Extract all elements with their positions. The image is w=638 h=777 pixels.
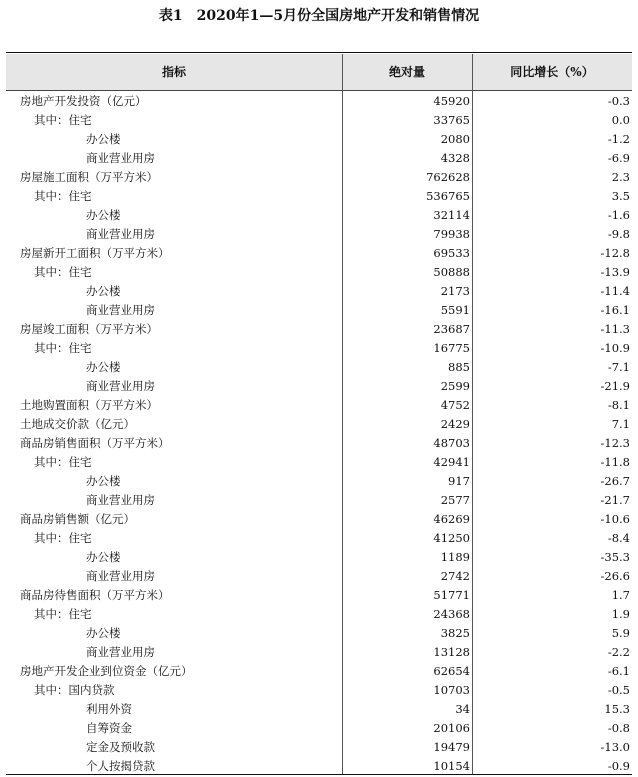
column-header-indicator: 指标: [161, 65, 186, 79]
row-indicator-label: 其中：住宅: [34, 189, 92, 203]
row-growth-value: -8.1: [607, 398, 630, 412]
row-absolute-value: 10154: [433, 759, 470, 773]
row-growth-value: -8.4: [607, 531, 630, 545]
table-row: [6, 92, 632, 111]
row-absolute-value: 41250: [433, 531, 470, 545]
row-indicator-label: 商品房待售面积（万平方米）: [20, 588, 170, 602]
row-absolute-value: 79938: [433, 227, 470, 241]
row-absolute-value: 46269: [433, 512, 470, 526]
table-row: [6, 301, 632, 320]
row-indicator-label: 其中：住宅: [34, 531, 92, 545]
row-indicator-label: 土地成交价款（亿元）: [20, 417, 135, 431]
table-row: [6, 111, 632, 130]
row-growth-value: -10.6: [600, 512, 630, 526]
row-indicator-label: 办公楼: [86, 132, 121, 146]
row-absolute-value: 2429: [440, 417, 470, 431]
row-absolute-value: 2080: [440, 132, 470, 146]
row-absolute-value: 13128: [433, 645, 470, 659]
row-indicator-label: 商业营业用房: [86, 569, 155, 583]
row-growth-value: -13.9: [600, 265, 630, 279]
row-absolute-value: 5591: [440, 303, 470, 317]
row-indicator-label: 其中：住宅: [34, 455, 92, 469]
table-row: [6, 358, 632, 377]
table-row: [6, 434, 632, 453]
table-row: [6, 586, 632, 605]
row-growth-value: -12.3: [600, 436, 630, 450]
row-indicator-label: 房屋施工面积（万平方米）: [20, 170, 158, 184]
row-absolute-value: 62654: [433, 664, 470, 678]
row-indicator-label: 其中：住宅: [34, 265, 92, 279]
row-growth-value: -0.3: [607, 94, 630, 108]
table-row: [6, 662, 632, 681]
table-title: 表1 2020年1—5月份全国房地产开发和销售情况: [158, 8, 480, 24]
row-growth-value: 7.1: [611, 417, 630, 431]
table-row: [6, 320, 632, 339]
row-absolute-value: 32114: [433, 208, 470, 222]
row-indicator-label: 定金及预收款: [86, 740, 155, 754]
row-indicator-label: 其中：住宅: [34, 607, 92, 621]
table-row: [6, 472, 632, 491]
row-growth-value: 15.3: [604, 702, 630, 716]
row-indicator-label: 商品房销售面积（万平方米）: [20, 436, 170, 450]
row-indicator-label: 商业营业用房: [86, 645, 155, 659]
row-indicator-label: 办公楼: [86, 360, 121, 374]
row-absolute-value: 4752: [440, 398, 470, 412]
row-indicator-label: 房地产开发投资（亿元）: [20, 94, 147, 108]
row-growth-value: 1.7: [611, 588, 630, 602]
row-indicator-label: 自筹资金: [86, 721, 132, 735]
row-growth-value: -0.8: [607, 721, 630, 735]
row-absolute-value: 50888: [433, 265, 470, 279]
table-row: [6, 719, 632, 738]
row-absolute-value: 20106: [433, 721, 470, 735]
row-absolute-value: 34: [455, 702, 470, 716]
row-indicator-label: 商业营业用房: [86, 379, 155, 393]
row-indicator-label: 商业营业用房: [86, 151, 155, 165]
table-row: [6, 168, 632, 187]
row-growth-value: -2.2: [607, 645, 630, 659]
table-row: [6, 453, 632, 472]
row-indicator-label: 房屋竣工面积（万平方米）: [20, 322, 158, 336]
row-indicator-label: 办公楼: [86, 284, 121, 298]
row-indicator-label: 办公楼: [86, 474, 121, 488]
row-indicator-label: 商品房销售额（亿元）: [20, 512, 135, 526]
table-row: [6, 339, 632, 358]
row-growth-value: -12.8: [600, 246, 630, 260]
row-growth-value: -1.6: [607, 208, 630, 222]
row-growth-value: -21.9: [600, 379, 630, 393]
row-indicator-label: 房屋新开工面积（万平方米）: [20, 246, 170, 260]
row-indicator-label: 商业营业用房: [86, 303, 155, 317]
row-growth-value: -11.3: [600, 322, 630, 336]
table-row: [6, 529, 632, 548]
row-absolute-value: 19479: [433, 740, 470, 754]
row-growth-value: -21.7: [600, 493, 630, 507]
row-absolute-value: 33765: [433, 113, 470, 127]
row-absolute-value: 2577: [440, 493, 470, 507]
row-growth-value: -6.9: [607, 151, 630, 165]
table-row: [6, 624, 632, 643]
row-growth-value: -1.2: [607, 132, 630, 146]
row-growth-value: -6.1: [607, 664, 630, 678]
row-growth-value: -16.1: [600, 303, 630, 317]
row-absolute-value: 23687: [433, 322, 470, 336]
row-absolute-value: 45920: [433, 94, 470, 108]
table-row: [6, 282, 632, 301]
table-row: [6, 567, 632, 586]
table-row: [6, 700, 632, 719]
table-bottom-rule: [6, 774, 632, 775]
row-absolute-value: 2173: [440, 284, 470, 298]
row-growth-value: -35.3: [600, 550, 630, 564]
row-growth-value: 0.0: [611, 113, 630, 127]
row-absolute-value: 16775: [433, 341, 470, 355]
row-absolute-value: 536765: [426, 189, 470, 203]
table-row: [6, 377, 632, 396]
table-row: [6, 225, 632, 244]
row-indicator-label: 商业营业用房: [86, 493, 155, 507]
row-indicator-label: 利用外资: [86, 702, 132, 716]
table-row: [6, 681, 632, 700]
row-indicator-label: 个人按揭贷款: [86, 759, 155, 773]
row-absolute-value: 885: [448, 360, 470, 374]
row-absolute-value: 762628: [426, 170, 470, 184]
table-row: [6, 491, 632, 510]
row-absolute-value: 917: [448, 474, 470, 488]
row-growth-value: -13.0: [600, 740, 630, 754]
row-indicator-label: 其中：国内贷款: [34, 683, 115, 697]
table-row: [6, 130, 632, 149]
table-row: [6, 187, 632, 206]
table-row: [6, 263, 632, 282]
row-absolute-value: 42941: [433, 455, 470, 469]
row-growth-value: -0.9: [607, 759, 630, 773]
table-row: [6, 244, 632, 263]
row-growth-value: -11.4: [600, 284, 630, 298]
table-header: [6, 54, 632, 91]
table-row: [6, 738, 632, 757]
table-row: [6, 415, 632, 434]
row-absolute-value: 24368: [433, 607, 470, 621]
row-growth-value: -26.6: [600, 569, 630, 583]
row-indicator-label: 办公楼: [86, 550, 121, 564]
row-growth-value: -10.9: [600, 341, 630, 355]
row-growth-value: 2.3: [611, 170, 630, 184]
row-indicator-label: 其中：住宅: [34, 113, 92, 127]
table-top-rule: [6, 52, 632, 53]
row-indicator-label: 房地产开发企业到位资金（亿元）: [20, 664, 193, 678]
table-body: [6, 92, 632, 776]
row-growth-value: 1.9: [611, 607, 630, 621]
row-absolute-value: 2742: [440, 569, 470, 583]
row-growth-value: -0.5: [607, 683, 630, 697]
row-indicator-label: 其中：住宅: [34, 341, 92, 355]
row-growth-value: 3.5: [611, 189, 630, 203]
row-growth-value: -7.1: [607, 360, 630, 374]
row-indicator-label: 土地购置面积（万平方米）: [20, 398, 158, 412]
table-row: [6, 149, 632, 168]
table-row: [6, 396, 632, 415]
row-indicator-label: 办公楼: [86, 208, 121, 222]
row-growth-value: 5.9: [611, 626, 630, 640]
row-growth-value: -26.7: [600, 474, 630, 488]
column-header-absolute: 绝对量: [388, 65, 425, 79]
row-absolute-value: 51771: [433, 588, 470, 602]
row-indicator-label: 办公楼: [86, 626, 121, 640]
table-row: [6, 206, 632, 225]
table-row: [6, 605, 632, 624]
row-absolute-value: 4328: [440, 151, 470, 165]
row-growth-value: -11.8: [600, 455, 630, 469]
row-absolute-value: 10703: [433, 683, 470, 697]
row-indicator-label: 商业营业用房: [86, 227, 155, 241]
table-row: [6, 510, 632, 529]
row-absolute-value: 3825: [440, 626, 470, 640]
table-row: [6, 548, 632, 567]
row-absolute-value: 1189: [440, 550, 470, 564]
row-absolute-value: 48703: [433, 436, 470, 450]
column-header-growth: 同比增长（%）: [510, 65, 594, 79]
row-absolute-value: 69533: [433, 246, 470, 260]
row-growth-value: -9.8: [607, 227, 630, 241]
row-absolute-value: 2599: [440, 379, 470, 393]
table-row: [6, 643, 632, 662]
